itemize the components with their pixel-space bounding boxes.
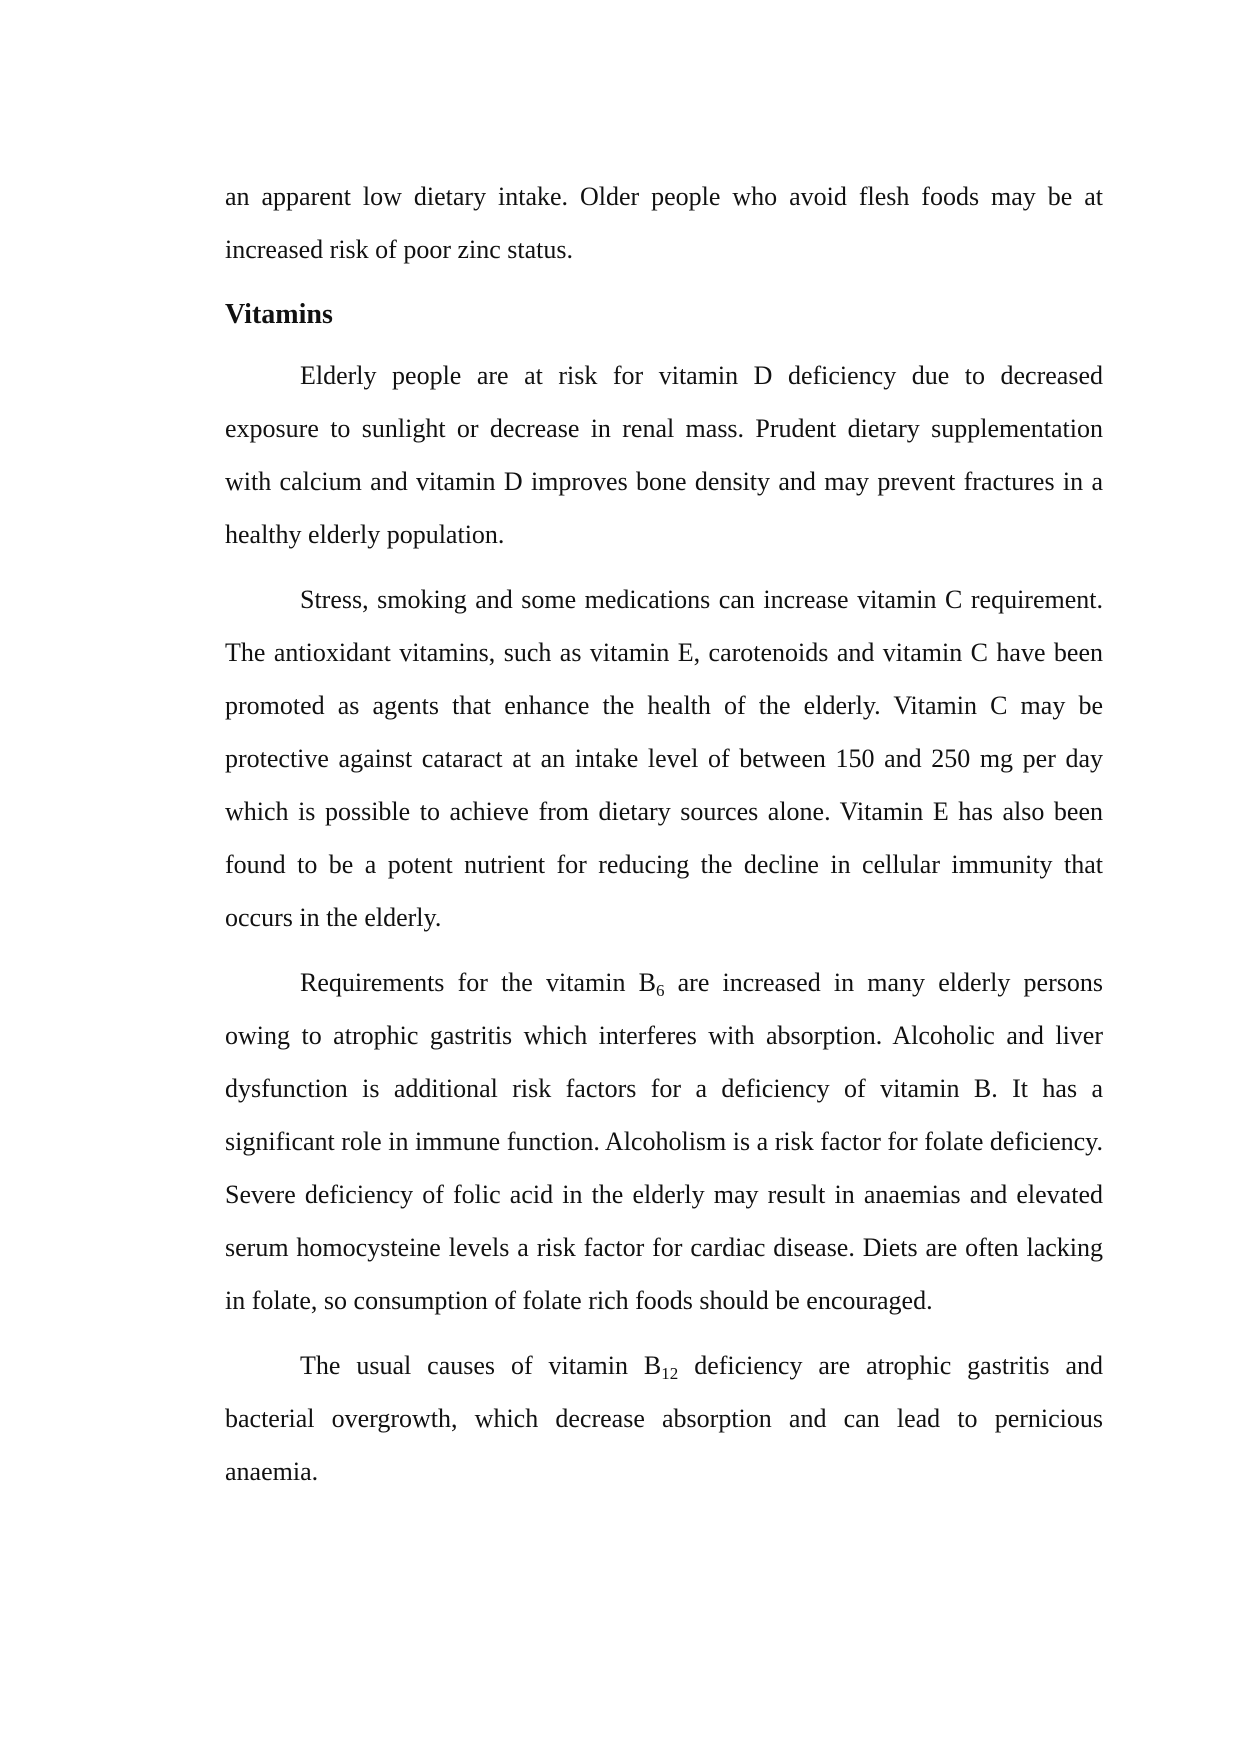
paragraph-b6-text-after: are increased in many elderly persons owing to atrophic gastritis which interferes with absorption. Alcoholic and liver dysfunction is additional risk factors for a deficiency of vitamin B. It has a significant role in immune function. Alcoholism is a risk factor for folate deficiency. Severe deficiency of folic acid in the elderly may result in anaemias and elevated serum homocysteine levels a risk factor for cardiac disease. Diets are often lacking in folate, so consumption of folate rich foods should be encouraged. [225, 968, 1103, 1315]
section-heading-vitamins: Vitamins [225, 299, 333, 330]
paragraph-vitamin-b12 [225, 1339, 1103, 1498]
subscript-6: 6 [655, 981, 665, 1000]
paragraph-vitamin-d: Elderly people are at risk for vitamin D deficiency due to decreased exposure to sunlight or decrease in renal mass. Prudent dietary supplementation with calcium and vitamin D improves bone density and may prevent fractures in a healthy elderly population. [225, 361, 1103, 549]
subscript-12: 12 [661, 1364, 679, 1383]
document-page [225, 170, 1103, 1498]
paragraph-vitamin-c-e: Stress, smoking and some medications can increase vitamin C requirement. The antioxidant vitamins, such as vitamin E, carotenoids and vitamin C have been promoted as agents that enhance the health of the elderly. Vitamin C may be protective against cataract at an intake level of between 150 and 250 mg per day which is possible to achieve from dietary sources alone. Vitamin E has also been found to be a potent nutrient for reducing the decline in cellular immunity that occurs in the elderly. [225, 585, 1103, 932]
paragraph-b12-text-before: The usual causes of vitamin B [300, 1351, 662, 1380]
paragraph-vitamin-b6 [225, 956, 1103, 1327]
intro-paragraph: an apparent low dietary intake. Older people who avoid flesh foods may be at increased risk of poor zinc status. [225, 182, 1103, 264]
paragraph-b6-text-before: Requirements for the vitamin B [300, 968, 656, 997]
paragraph-b12-text-after: deficiency are atrophic gastritis and bacterial overgrowth, which decrease absorption and can lead to pernicious anaemia. [225, 1351, 1103, 1486]
